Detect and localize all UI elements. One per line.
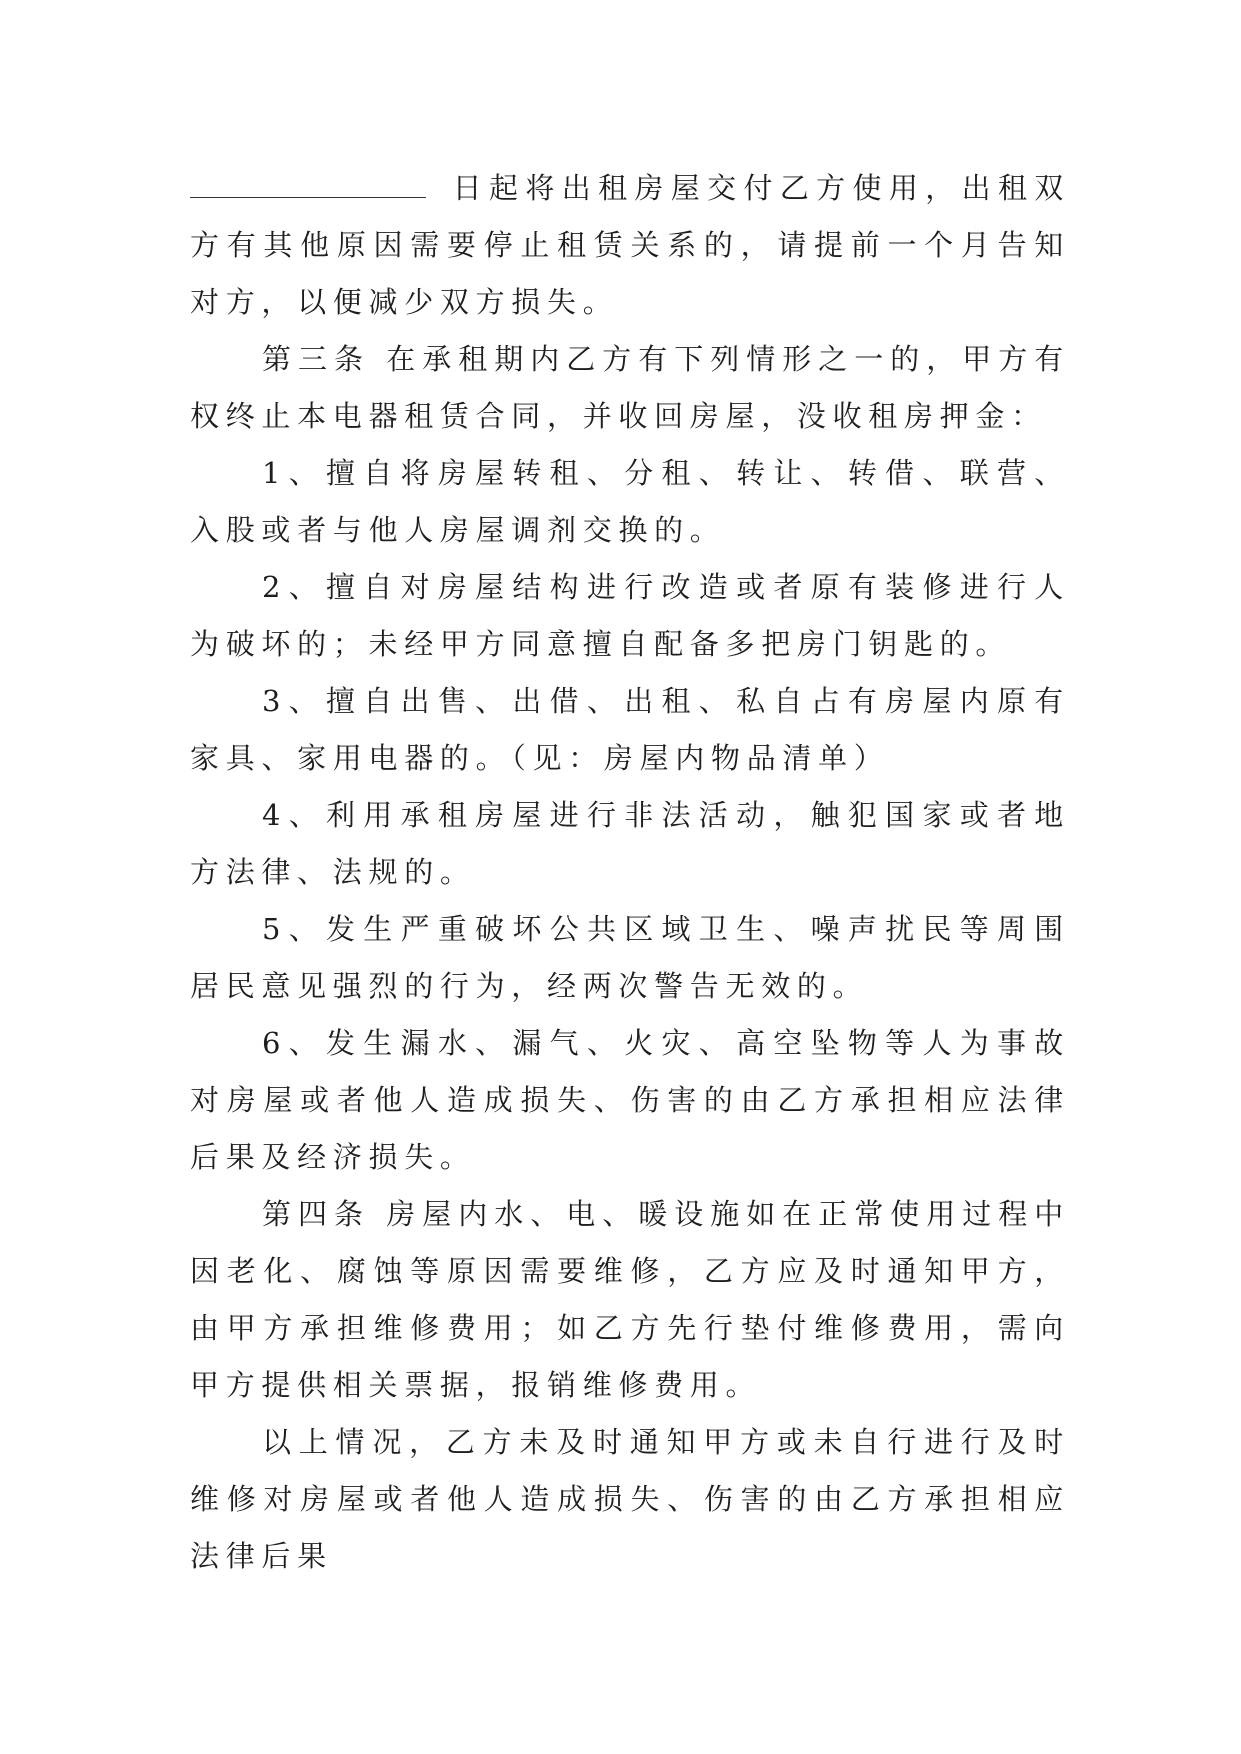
paragraph-item-2: 2、擅自对房屋结构进行改造或者原有装修进行人为破坏的；未经甲方同意擅自配备多把房门钥匙的。 <box>190 570 1070 661</box>
paragraph-item-4: 4、利用承租房屋进行非法活动，触犯国家或者地方法律、法规的。 <box>190 798 1070 889</box>
paragraph-summary: 以上情况，乙方未及时通知甲方或未自行进行及时维修对房屋或者他人造成损失、伤害的由乙方承担相应法律后果 <box>190 1425 1070 1573</box>
paragraph-item-6: 6、发生漏水、漏气、火灾、高空坠物等人为事故对房屋或者他人造成损失、伤害的由乙方承担相应法律后果及经济损失。 <box>190 1026 1070 1174</box>
paragraph-item-1: 1、擅自将房屋转租、分租、转让、转借、联营、入股或者与他人房屋调剂交换的。 <box>190 456 1070 547</box>
paragraph-item-5: 5、发生严重破坏公共区域卫生、噪声扰民等周围居民意见强烈的行为，经两次警告无效的。 <box>190 912 1070 1003</box>
paragraph-article-four: 第四条 房屋内水、电、暖设施如在正常使用过程中因老化、腐蚀等原因需要维修，乙方应及时通知甲方，由甲方承担维修费用；如乙方先行垫付维修费用，需向甲方提供相关票据，报销维修费用。 <box>190 1197 1070 1402</box>
paragraph-text: 日起将出租房屋交付乙方使用，出租双方有其他原因需要停止租赁关系的，请提前一个月告知对方，以便减少双方损失。 <box>190 171 1070 319</box>
paragraph-lease-start <box>190 160 1070 331</box>
fill-in-blank-line <box>190 167 426 198</box>
paragraph-article-three: 第三条 在承租期内乙方有下列情形之一的，甲方有权终止本电器租赁合同，并收回房屋，没收租房押金： <box>190 342 1070 433</box>
paragraph-item-3: 3、擅自出售、出借、出租、私自占有房屋内原有家具、家用电器的。（见：房屋内物品清单） <box>190 684 1070 775</box>
document-body <box>190 160 1070 1585</box>
